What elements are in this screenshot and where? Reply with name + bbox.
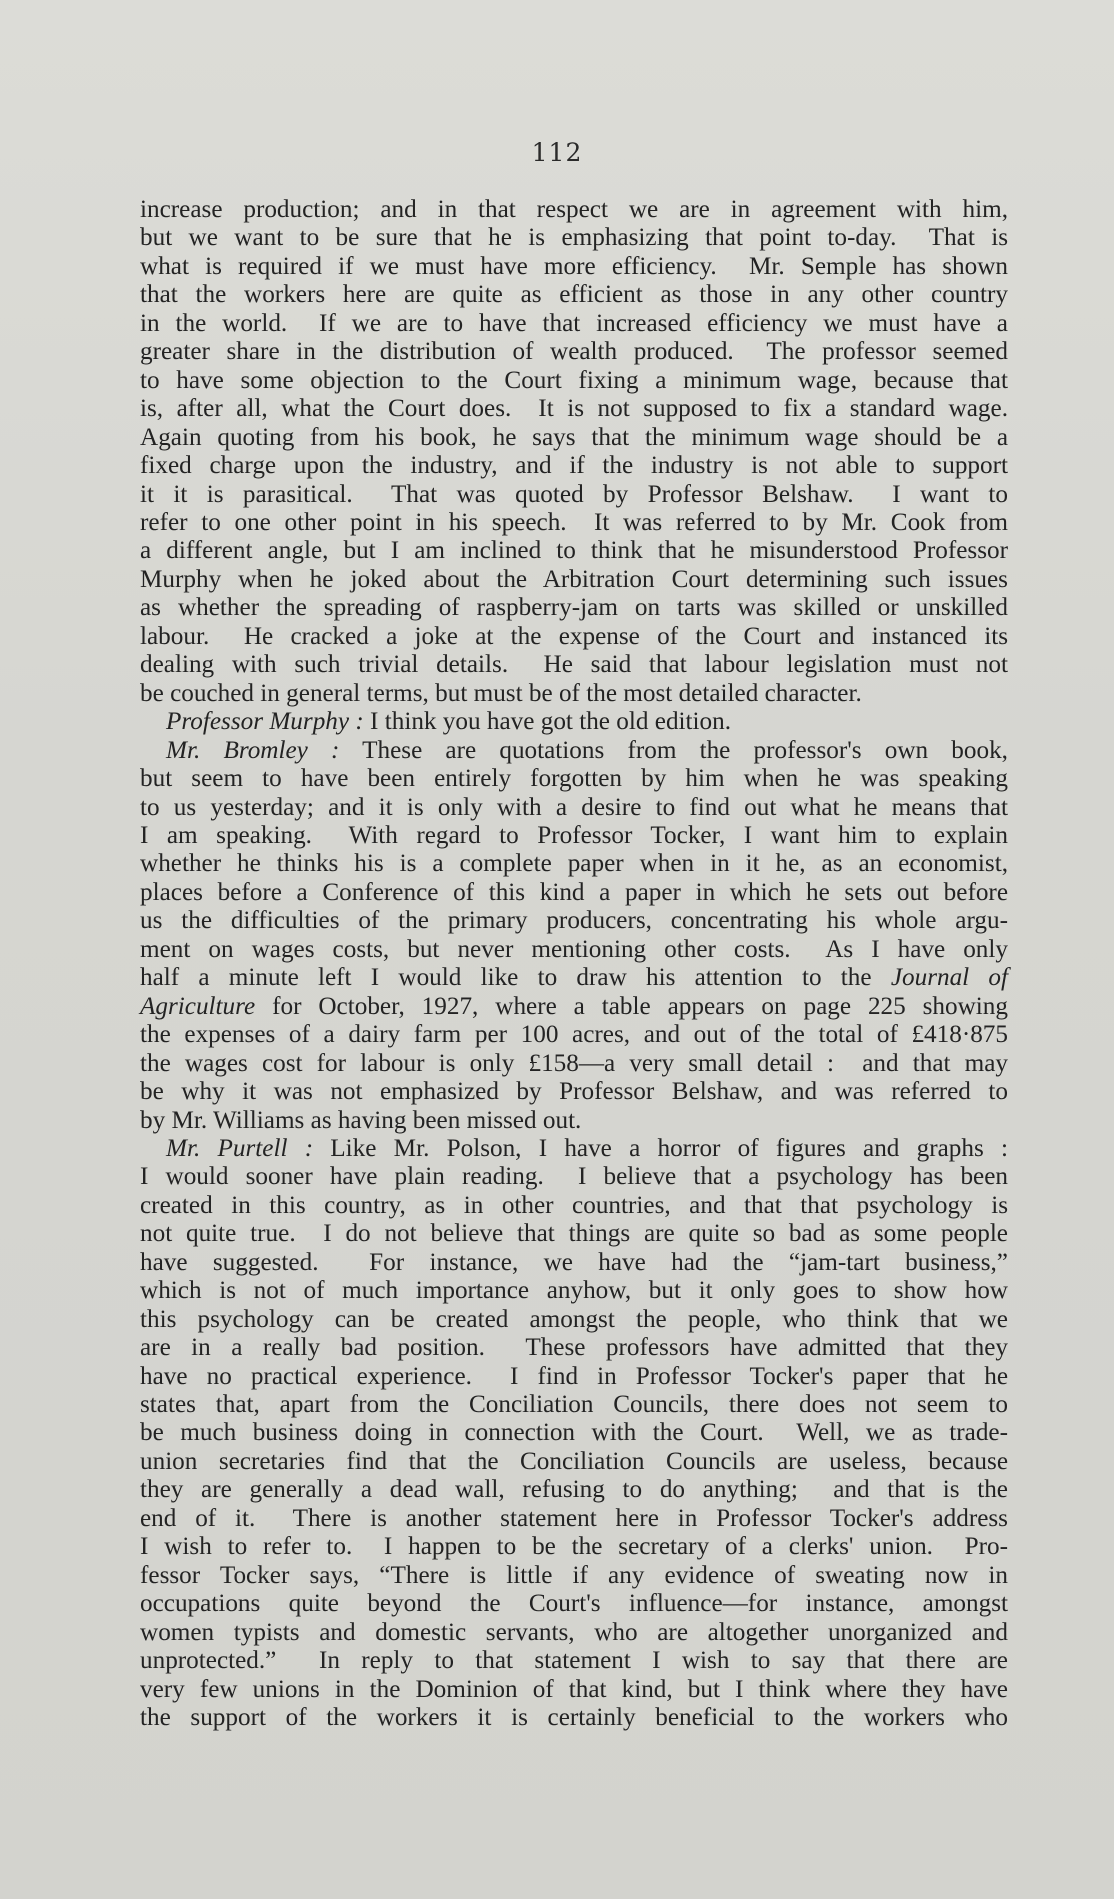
line-text: Again quoting from his book, he says that the minimum wage should be a [140,423,1008,451]
text-line [140,1277,1008,1305]
line-text: be couched in general terms, but must be of the most detailed character. [140,679,862,707]
text-line [140,1448,1008,1476]
text-line [140,509,1008,537]
line-text: greater share in the distribution of wealth produced. The professor seemed [140,338,1008,366]
line-text: I am speaking. With regard to Professor Tocker, I want him to explain [140,821,1008,849]
text-line [140,424,1008,452]
body-text [140,196,1008,1732]
text-line [140,1192,1008,1220]
line-text: unprotected.” In reply to that statement I wish to say that there are [140,1647,1008,1675]
text-line [140,1249,1008,1277]
line-text: labour. He cracked a joke at the expense of the Court and instanced its [140,622,1008,650]
speaker-name: Mr. Bromley : [166,736,340,764]
line-text: that the workers here are quite as efficient as those in any other country [140,281,1008,309]
line-text: have suggested. For instance, we have had the “jam-tart business,” [140,1248,1008,1276]
line-text: very few unions in the Dominion of that kind, but I think where they have [140,1675,1008,1703]
text-line [140,537,1008,565]
text-line [140,822,1008,850]
line-text: the expenses of a dairy farm per 100 acres, and out of the total of £418·875 [140,1021,1008,1049]
text-line [140,367,1008,395]
line-text: dealing with such trivial details. He said that labour legislation must not [140,651,1008,679]
text-line [140,737,1008,765]
text-line [140,651,1008,679]
text-line [140,936,1008,964]
text-line [140,680,1008,708]
text-line [140,1476,1008,1504]
line-text: end of it. There is another statement here in Professor Tocker's address [140,1504,1008,1532]
line-text: Murphy when he joked about the Arbitration Court determining such issues [140,565,1008,593]
text-line [140,794,1008,822]
text-line [140,594,1008,622]
line-text: states that, apart from the Conciliation Councils, there does not seem to [140,1391,1008,1419]
text-line [140,879,1008,907]
text-line [140,1505,1008,1533]
text-line [140,1363,1008,1391]
line-text: is, after all, what the Court does. It is not supposed to fix a standard wage. [140,395,1008,423]
text-line [140,964,1008,992]
line-text: whether he thinks his is a complete paper when in it he, as an economist, [140,850,1008,878]
line-text: it it is parasitical. That was quoted by Professor Belshaw. I want to [140,480,1008,508]
line-text: to have some objection to the Court fixing a minimum wage, because that [140,366,1008,394]
text-line [140,1533,1008,1561]
text-line [140,395,1008,423]
line-text: for October, 1927, where a table appears on page 225 showing [255,992,1008,1020]
line-text: but seem to have been entirely forgotten by him when he was speaking [140,765,1008,793]
text-line [140,993,1008,1021]
text-line [140,1704,1008,1732]
text-line [140,1078,1008,1106]
line-text: what is required if we must have more efficiency. Mr. Semple has shown [140,252,1008,280]
line-text: not quite true. I do not believe that things are quite so bad as some people [140,1220,1008,1248]
line-text: they are generally a dead wall, refusing to do anything; and that is the [140,1476,1008,1504]
line-text: this psychology can be created amongst the people, who think that we [140,1305,1008,1333]
text-line [140,1590,1008,1618]
text-line [140,1647,1008,1675]
line-text: are in a really bad position. These professors have admitted that they [140,1334,1008,1362]
line-text: created in this country, as in other countries, and that that psychology is [140,1191,1008,1219]
line-text: I wish to refer to. I happen to be the secretary of a clerks' union. Pro- [140,1533,1008,1561]
text-line [140,1562,1008,1590]
line-text: have no practical experience. I find in Professor Tocker's paper that he [140,1362,1008,1390]
line-text: as whether the spreading of raspberry-jam on tarts was skilled or unskilled [140,594,1008,622]
page-number: 112 [531,138,583,167]
text-line [140,1334,1008,1362]
line-text: but we want to be sure that he is emphasizing that point to-day. That is [140,224,1008,252]
line-text: ment on wages costs, but never mentioning other costs. As I have only [140,935,1008,963]
italic-title: Agriculture [140,992,256,1020]
line-text: a different angle, but I am inclined to think that he misunderstood Professor [140,537,1008,565]
text-line [140,907,1008,935]
line-text: half a minute left I would like to draw his attention to the [140,964,891,992]
text-line [140,196,1008,224]
text-line [140,850,1008,878]
text-line [140,708,1008,736]
line-text: union secretaries find that the Conciliation Councils are useless, because [140,1447,1008,1475]
line-text: I would sooner have plain reading. I believe that a psychology has been [140,1163,1008,1191]
italic-title: Journal of [890,964,1009,992]
line-text: places before a Conference of this kind a paper in which he sets out before [140,878,1008,906]
text-line [140,1021,1008,1049]
line-text: fessor Tocker says, “There is little if any evidence of sweating now in [140,1561,1008,1589]
line-text: fixed charge upon the industry, and if the industry is not able to support [140,452,1008,480]
text-line [140,481,1008,509]
line-text: which is not of much importance anyhow, but it only goes to show how [140,1277,1008,1305]
text-line [140,1163,1008,1191]
line-text: be much business doing in connection with the Court. Well, we as trade- [140,1419,1008,1447]
text-line [140,253,1008,281]
speaker-name: Mr. Purtell : [166,1134,314,1162]
line-text: increase production; and in that respect we are in agreement with him, [140,196,1008,223]
line-text: the wages cost for labour is only £158—a very small detail : and that may [140,1049,1008,1077]
line-text: Like Mr. Polson, I have a horror of figures and graphs : [313,1134,1008,1162]
text-line [140,1220,1008,1248]
text-line [140,566,1008,594]
line-text: to us yesterday; and it is only with a desire to find out what he means that [140,793,1008,821]
text-line [140,338,1008,366]
line-text: refer to one other point in his speech. It was referred to by Mr. Cook from [140,508,1008,536]
text-line [140,1135,1008,1163]
text-line [140,1107,1008,1135]
text-line [140,281,1008,309]
text-line [140,623,1008,651]
text-line [140,1619,1008,1647]
speaker-name: Professor Murphy : [166,708,364,736]
line-text: I think you have got the old edition. [363,708,732,736]
line-text: us the difficulties of the primary producers, concentrating his whole argu- [140,907,1008,935]
line-text: These are quotations from the professor's own book, [339,736,1008,764]
line-text: the support of the workers it is certainly beneficial to the workers who [140,1704,1008,1732]
text-line [140,765,1008,793]
line-text: by Mr. Williams as having been missed out. [140,1106,582,1134]
line-text: women typists and domestic servants, who are altogether unorganized and [140,1618,1008,1646]
text-line [140,1676,1008,1704]
text-line [140,1306,1008,1334]
line-text: be why it was not emphasized by Professor Belshaw, and was referred to [140,1078,1008,1106]
line-text: in the world. If we are to have that increased efficiency we must have a [140,309,1008,337]
text-line [140,1050,1008,1078]
text-line [140,452,1008,480]
text-line [140,224,1008,252]
text-line [140,1419,1008,1447]
line-text: occupations quite beyond the Court's influence—for instance, amongst [140,1590,1008,1618]
text-line [140,310,1008,338]
text-line [140,1391,1008,1419]
